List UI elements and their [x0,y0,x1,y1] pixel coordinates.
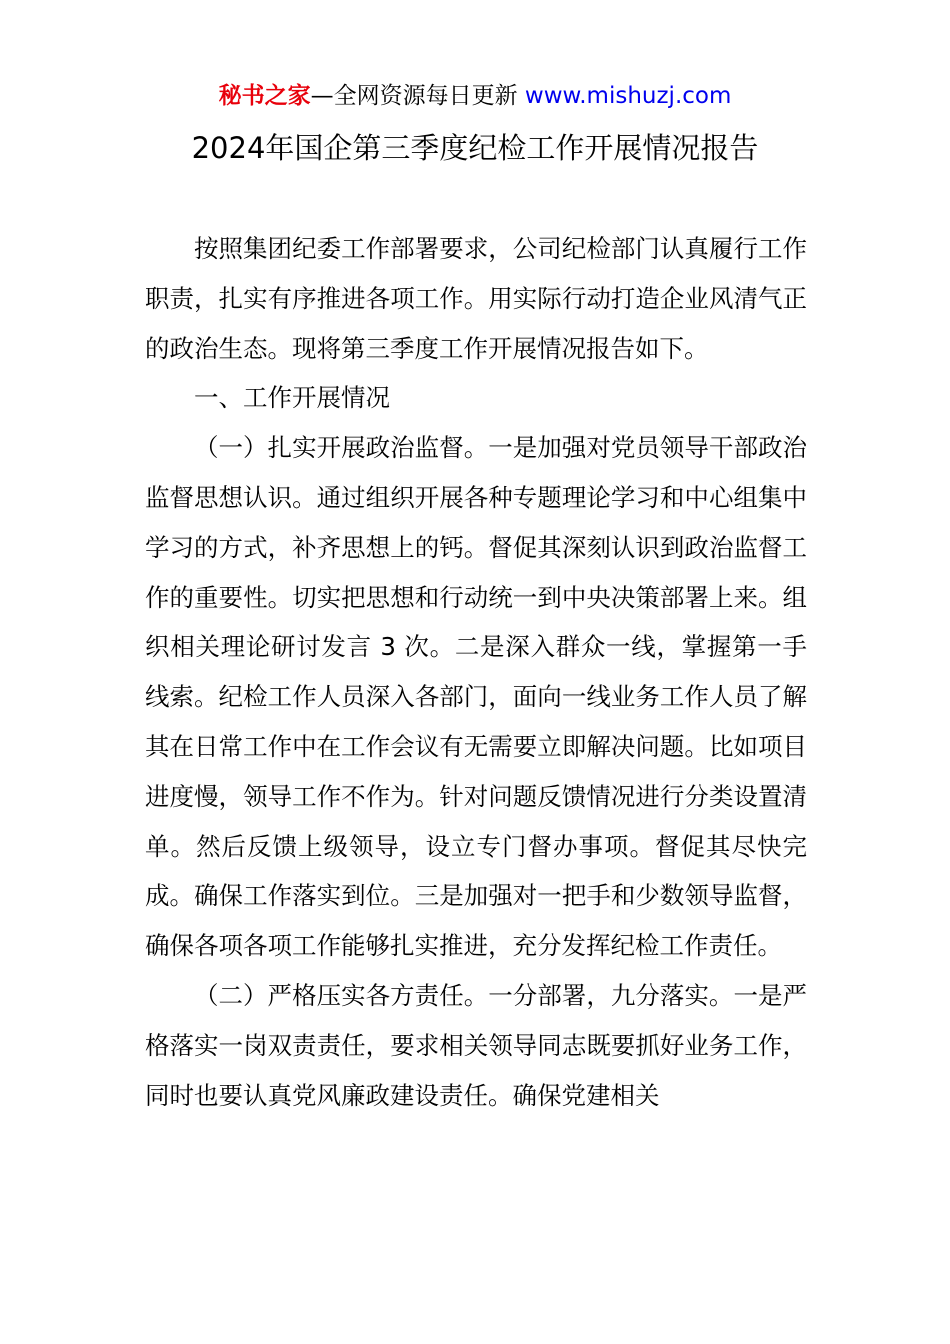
document-title: 2024年国企第三季度纪检工作开展情况报告 [191,131,759,165]
site-brand: 秘书之家 [218,83,311,109]
paragraph-responsibility: （二）严格压实各方责任。一分部署，九分落实。一是严格落实一岗双责责任，要求相关领导同志既要抓好业务工作，同时也要认真党风廉政建设责任。确保党建相关 [145,980,807,1110]
paragraph-political-supervision: （一）扎实开展政治监督。一是加强对党员领导干部政治监督思想认识。通过组织开展各种专题理论学习和中心组集中学习的方式，补齐思想上的钙。督促其深刻认识到政治监督工作的重要性。切实把思想和行动统一到中央决策部署上来。组织相关理论研讨发言 3 次。二是深入群众一线，掌握第一手线索。纪检工作人员深入各部门，面向一线业务工作人员了解其在日常工作中在工作会议有无需要立即解决问题。比如项目进度慢，领导工作不作为。针对问题反馈情况进行分类设置清单。然后反馈上级领导，设立专门督办事项。督促其尽快完成。确保工作落实到位。三是加强对一把手和少数领导监督，确保各项各项工作能够扎实推进，充分发挥纪检工作责任。 [145,433,807,961]
document-body [145,224,807,1120]
section-heading-1: 一、工作开展情况 [194,383,390,413]
site-tagline: —全网资源每日更新 [310,83,525,109]
site-url-link[interactable]: www.mishuzj.com [524,83,732,109]
intro-paragraph: 按照集团纪委工作部署要求，公司纪检部门认真履行工作职责，扎实有序推进各项工作。用实际行动打造企业风清气正的政治生态。现将第三季度工作开展情况报告如下。 [145,234,807,363]
site-header [0,80,950,112]
